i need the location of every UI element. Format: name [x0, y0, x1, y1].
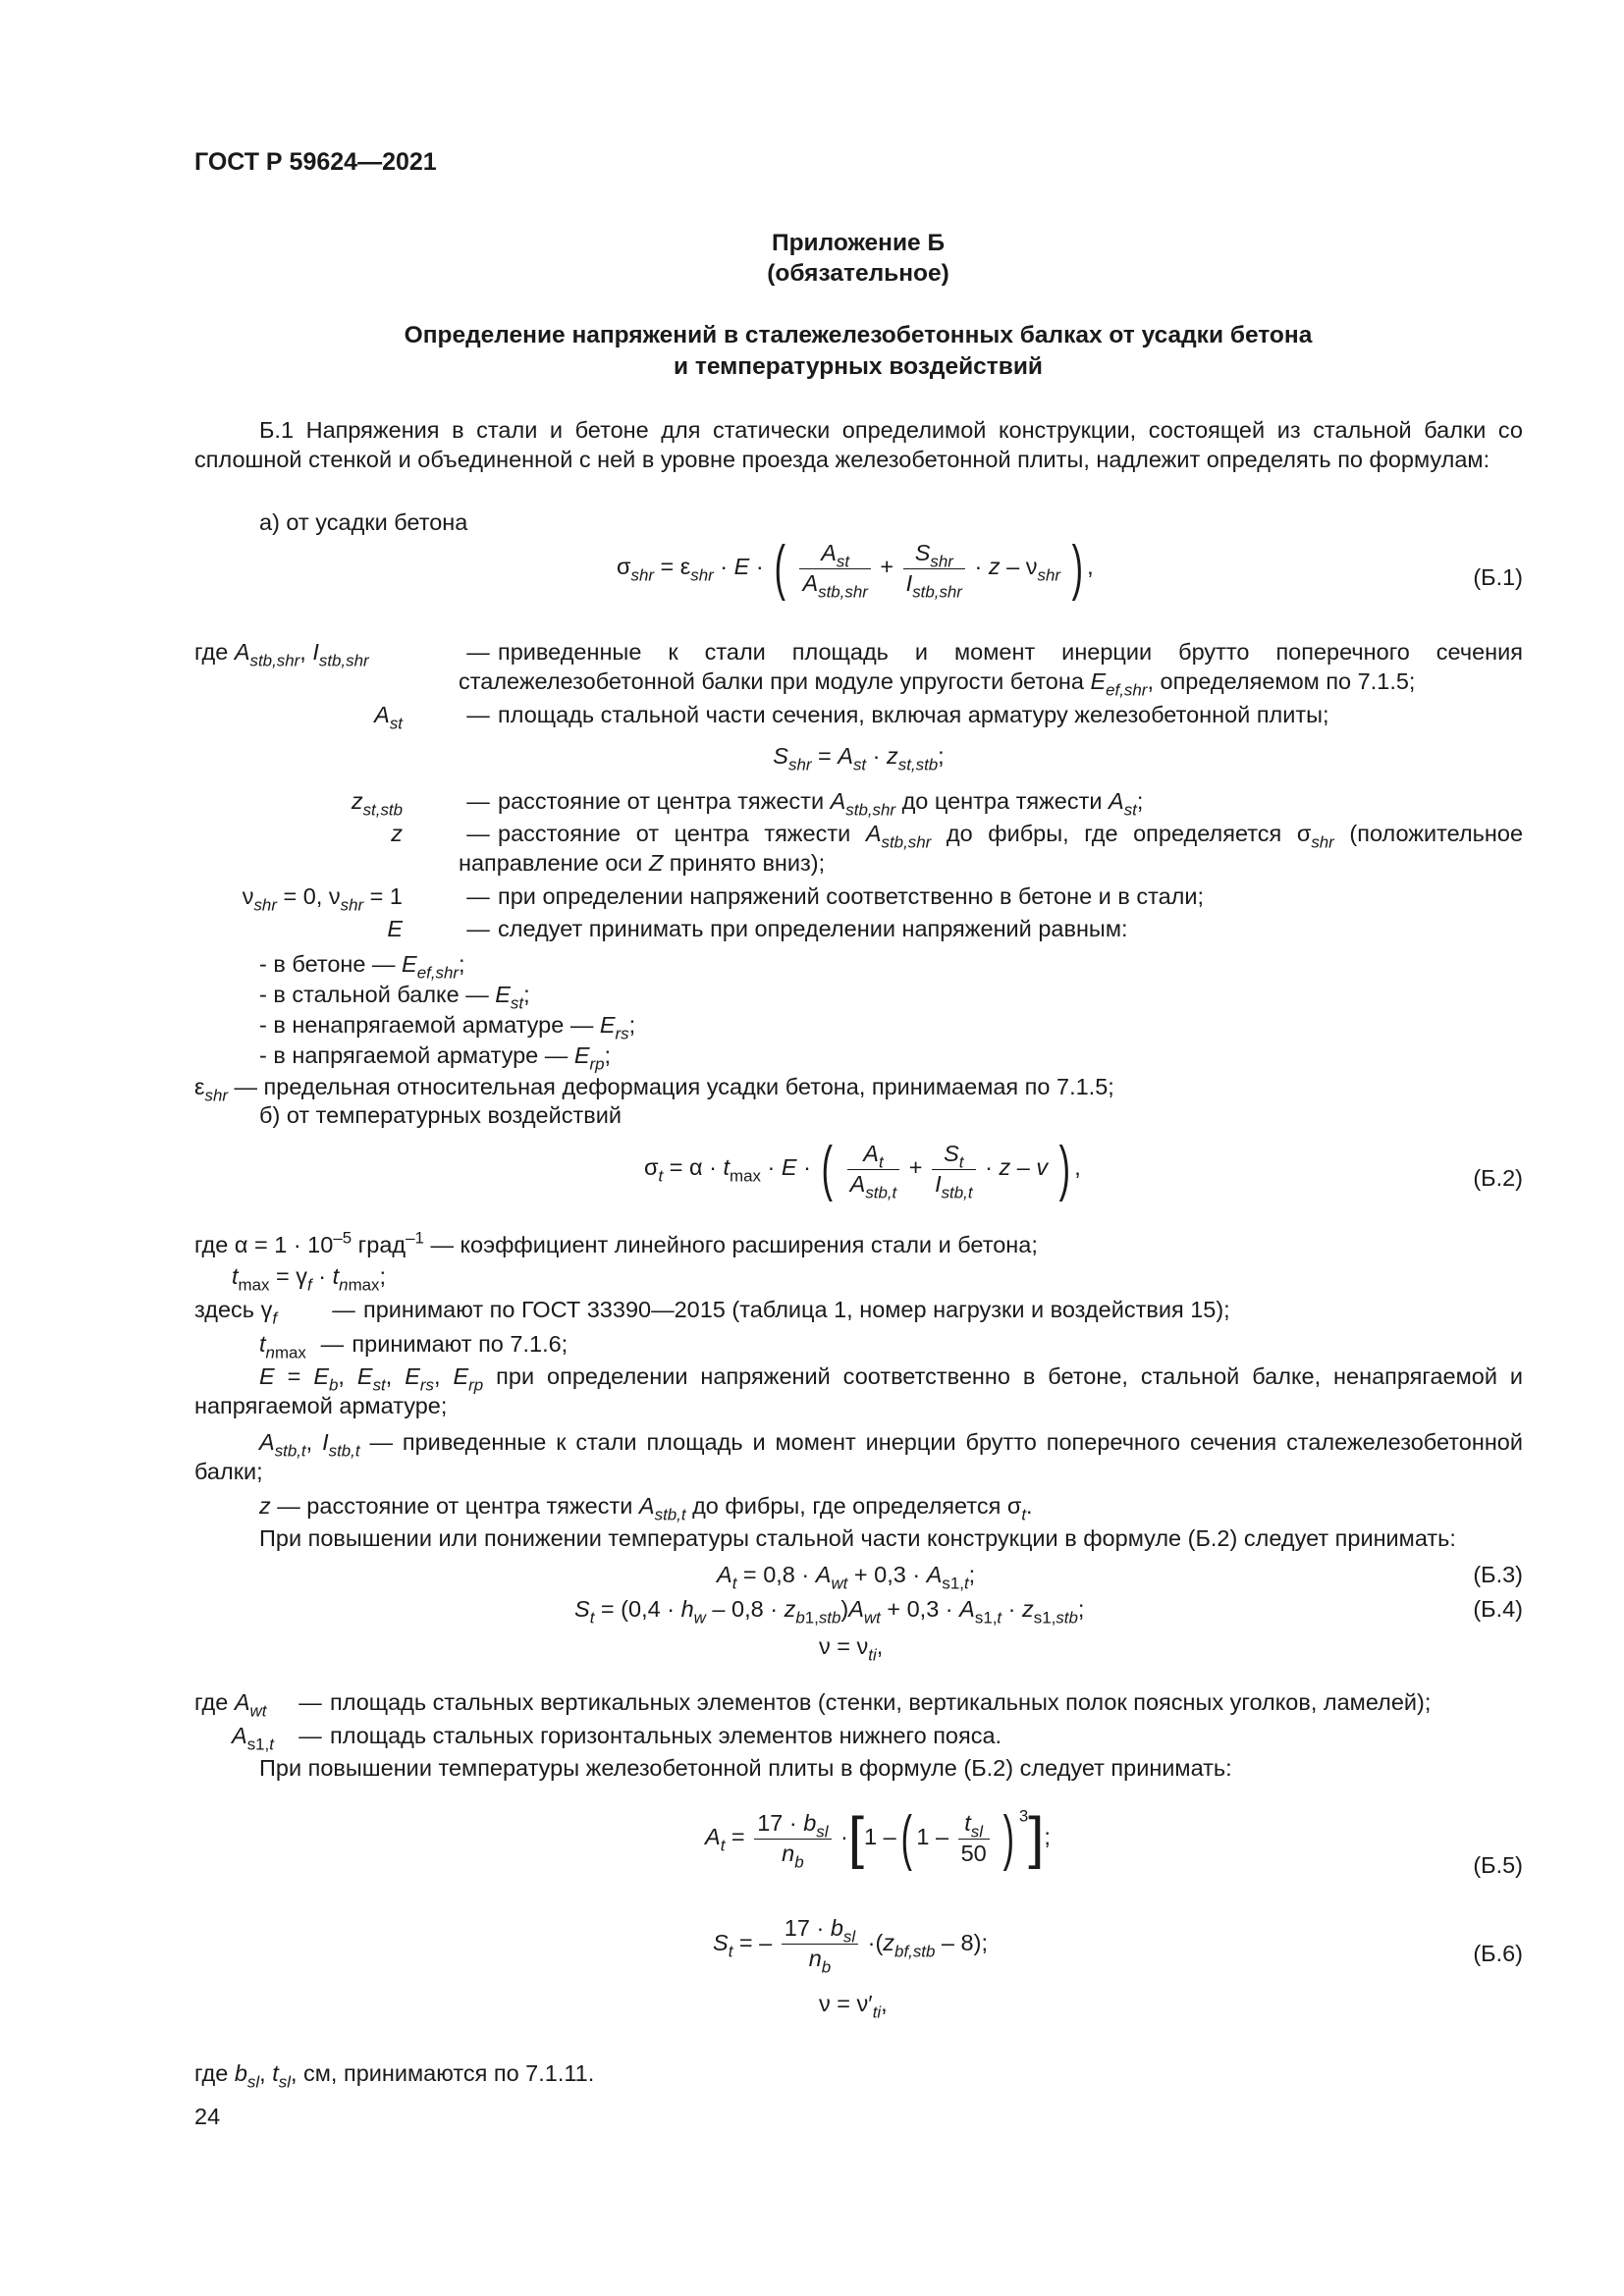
- def-astb-shr: — приведенные к стали площадь и момент инерции брутто поперечного сечения сталежелезобетонной балки при модуле упругости бетона $E_{ef,shr}$, определяемом по 7.1.5;: [459, 639, 1523, 700]
- document-code: ГОСТ Р 59624—2021: [194, 148, 437, 176]
- equation-number-b2: (Б.2): [1473, 1165, 1523, 1191]
- item-a: а) от усадки бетона: [259, 509, 468, 535]
- equation-b5: $A_t$ = $\frac{17 \cdot b_{sl}}{n_b}$ ·[1 –( 1 – $\frac{t_{sl}}{50}$ ) $^3$];: [705, 1804, 1051, 1872]
- def-eps: $\varepsilon_{shr}$ — предельная относительная деформация усадки бетона, принимаемая по 7.1.5;: [194, 1074, 1114, 1105]
- def-e: — следует принимать при определении напряжений равным:: [466, 916, 1128, 941]
- def-bsl: где $b_{sl}$, $t_{sl}$, см, принимаются по 7.1.11.: [194, 2060, 595, 2092]
- def-label-e: E: [387, 916, 403, 941]
- section-title-line2: и температурных воздействий: [674, 353, 1043, 380]
- appendix-title: Приложение Б: [771, 230, 946, 256]
- def-awt: — площадь стальных вертикальных элементов (стенки, вертикальных полок поясных уголков, ламелей);: [298, 1689, 1432, 1715]
- def-as1t: — площадь стальных горизонтальных элементов нижнего пояса.: [298, 1723, 1002, 1748]
- steel-temperature-text: При повышении или понижении температуры стальной части конструкции в формуле (Б.2) следует принимать:: [259, 1525, 1456, 1551]
- def-label-gamma: здесь $\gamma_f$: [194, 1297, 278, 1328]
- def-nu: — при определении напряжений соответственно в бетоне и в стали;: [466, 883, 1205, 909]
- def-astb-t: $A_{stb,t}$, $I_{stb,t}$ — приведенные к стали площадь и момент инерции брутто поперечного сечения сталежелезобетонной балки;: [194, 1429, 1524, 1484]
- equation-b6: $S_t$ = – $\frac{17 \cdot b_{sl}}{n_b}$ $\cdot(z_{bf,stb} - 8)$;: [713, 1915, 988, 1977]
- slab-temperature-text: При повышении температуры железобетонной плиты в формуле (Б.2) следует принимать:: [259, 1755, 1232, 1781]
- e-concrete: - в бетоне — $E_{ef,shr}$;: [259, 951, 465, 983]
- section-title-line1: Определение напряжений в сталежелезобетонных балках от усадки бетона: [404, 322, 1313, 348]
- def-label-ast: $A_{st}$: [374, 702, 403, 733]
- def-label-zst: $z_{st,stb}$: [351, 788, 403, 820]
- def-label-nu: $\nu_{shr} = 0$, $\nu_{shr} = 1$: [242, 883, 403, 915]
- paragraph-b1: Б.1 Напряжения в стали и бетоне для статически определимой конструкции, состоящей из стальной балки со сплошной стенкой и объединенной с ней в уровне проезда железобетонной плиты, надлежит определять по формулам:: [194, 417, 1523, 472]
- equation-b1: $\sigma_{shr} = \varepsilon_{shr} \cdot E$ · ( $\frac{A_{st}}{A_{stb,shr}}$ + $\frac{S_{shr}}{I_{stb,shr}}$ · z – $\nu_{shr}$ ) ,: [617, 534, 1094, 602]
- def-label-astb-shr: где $A_{stb,shr}$, $I_{stb,shr}$: [194, 639, 369, 670]
- equation-b2: $\sigma_t = \alpha \cdot t_{max} \cdot E$ · ( $\frac{A_t}{A_{stb,t}}$ + $\frac{S_t}{I_{stb,t}}$ · z – v ) ,: [644, 1135, 1081, 1202]
- def-gamma: — принимают по ГОСТ 33390—2015 (таблица 1, номер нагрузки и воздействия 15);: [332, 1297, 1230, 1322]
- equation-number-b4: (Б.4): [1473, 1596, 1523, 1622]
- equation-nu-t: $\nu = \nu_{ti}$,: [819, 1633, 884, 1665]
- def-label-awt: где $A_{wt}$: [194, 1689, 267, 1721]
- equation-tmax: $t_{max} = \gamma_f \cdot t_{nmax}$;: [232, 1263, 387, 1295]
- equation-nu-prime: $\nu = \nu'_{ti}$,: [819, 1991, 888, 2022]
- def-e-t: $E = E_b$, $E_{st}$, $E_{rs}$, $E_{rp}$ при определении напряжений соответственно в бетоне, стальной балке, ненапрягаемой и напрягаемой арматуре;: [194, 1363, 1524, 1418]
- def-tn: $t_{nmax}$ — принимают по 7.1.6;: [259, 1331, 568, 1362]
- e-prestress: - в напрягаемой арматуре — $E_{rp}$;: [259, 1042, 612, 1074]
- item-b: б) от температурных воздействий: [259, 1102, 622, 1128]
- def-ast: — площадь стальной части сечения, включая арматуру железобетонной плиты;: [466, 702, 1329, 727]
- page-number: 24: [194, 2104, 221, 2129]
- def-zst: — расстояние от центра тяжести $A_{stb,shr}$ до центра тяжести $A_{st}$;: [466, 788, 1144, 820]
- def-label-z: z: [391, 821, 403, 846]
- equation-b3: $A_t = 0,8 \cdot A_{wt} + 0,3 \cdot A_{s1,t}$;: [717, 1562, 976, 1593]
- def-alpha: где $\alpha = 1 \cdot 10^{-5}$ град$^{-1}$ — коэффициент линейного расширения стали и бетона;: [194, 1228, 1038, 1257]
- equation-sshr: $S_{shr} = A_{st} \cdot z_{st,stb}$;: [773, 743, 945, 774]
- def-z: — расстояние от центра тяжести $A_{stb,shr}$ до фибры, где определяется $\sigma_{shr}$ (положительное направление оси Z принято вниз);: [459, 821, 1524, 876]
- def-z-t: z — расстояние от центра тяжести $A_{stb,t}$ до фибры, где определяется $\sigma_t$.: [259, 1493, 1033, 1524]
- e-steel: - в стальной балке — $E_{st}$;: [259, 982, 530, 1013]
- def-label-as1t: $A_{s1,t}$: [232, 1723, 274, 1754]
- equation-number-b1: (Б.1): [1473, 564, 1523, 590]
- equation-b4: $S_t = (0,4 \cdot h_w - 0,8 \cdot z_{b1,stb})A_{wt} + 0,3 \cdot A_{s1,t} \cdot z_{s1,stb}$;: [574, 1596, 1085, 1628]
- equation-number-b5: (Б.5): [1473, 1852, 1523, 1878]
- e-rebar: - в ненапрягаемой арматуре — $E_{rs}$;: [259, 1012, 636, 1043]
- equation-number-b6: (Б.6): [1473, 1941, 1523, 1966]
- appendix-status: (обязательное): [767, 260, 949, 287]
- equation-number-b3: (Б.3): [1473, 1562, 1523, 1587]
